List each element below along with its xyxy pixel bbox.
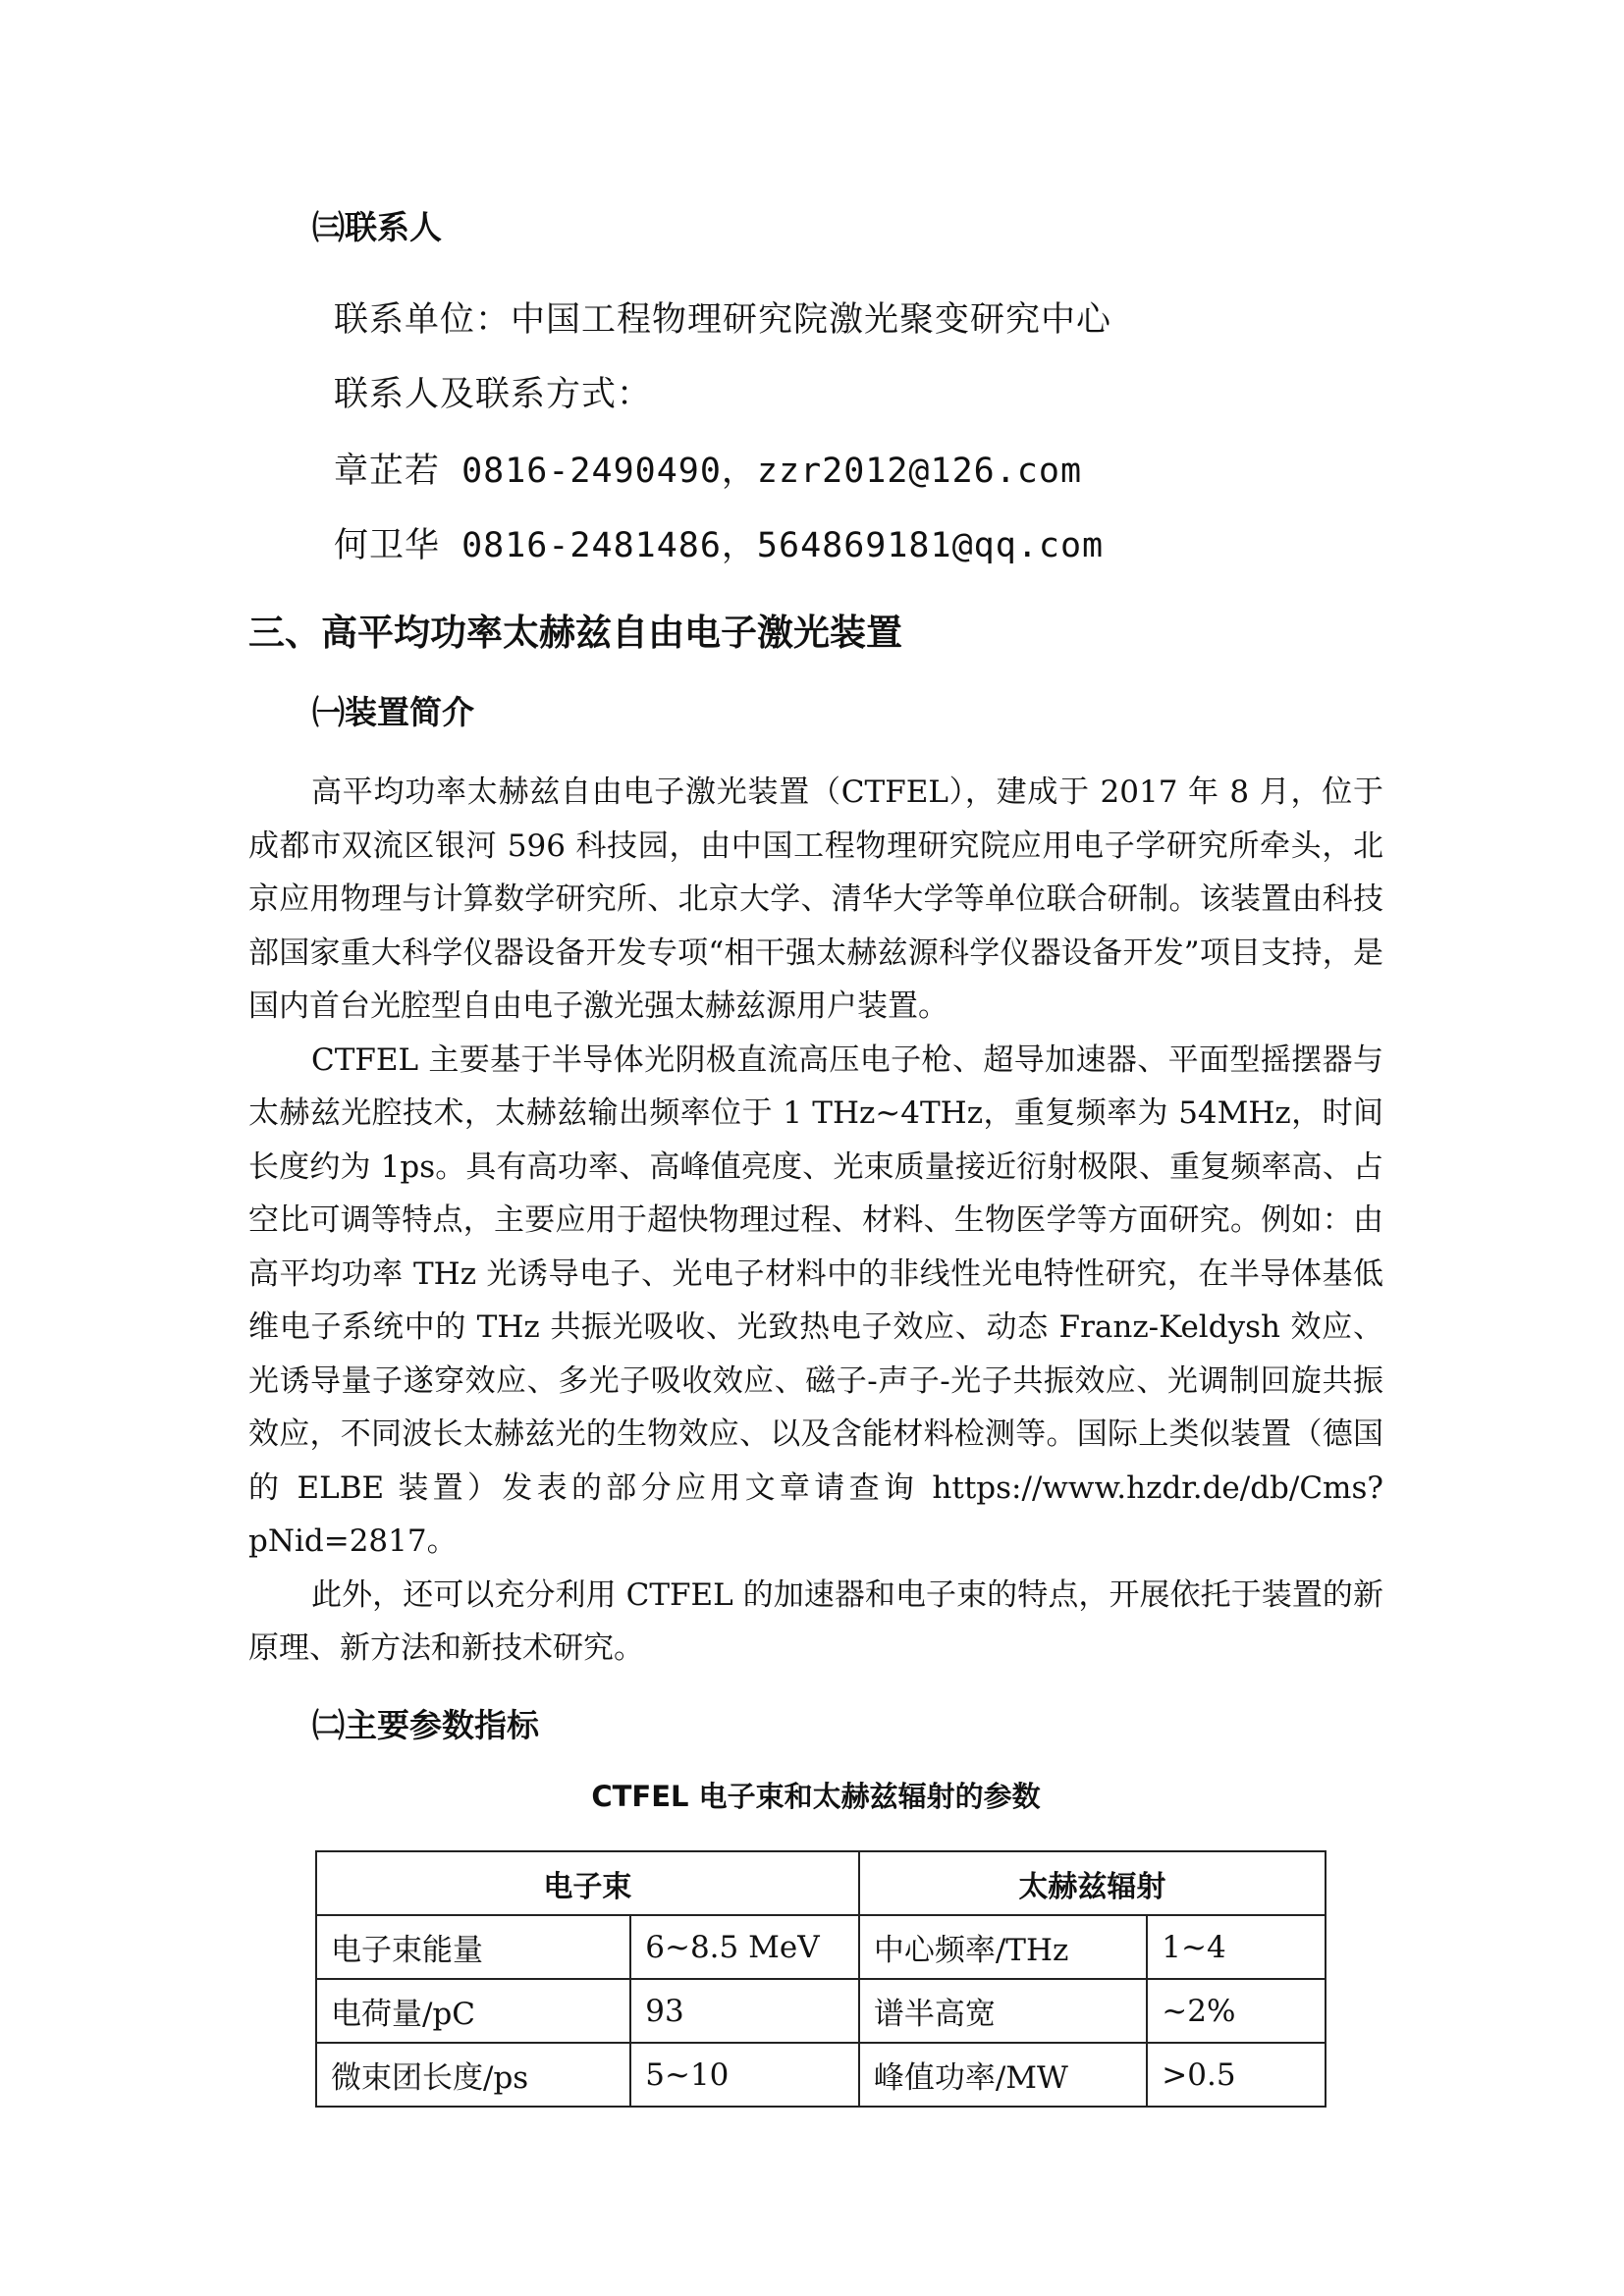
intro-paragraph-3: 此外，还可以充分利用 CTFEL 的加速器和电子束的特点，开展依托于装置的新原理、新方法和新技术研究。	[248, 1576, 1383, 1666]
table-cell: 93	[630, 1979, 859, 2043]
table-cell: 谱半高宽	[859, 1979, 1147, 2043]
table-title: CTFEL 电子束和太赫兹辐射的参数	[591, 1780, 1041, 1813]
table-cell: 电荷量/pC	[316, 1979, 630, 2043]
table-row	[316, 2043, 1326, 2107]
table-cell: 电子束能量	[316, 1915, 630, 1979]
contact-unit: 联系单位：中国工程物理研究院激光聚变研究中心	[334, 300, 1112, 340]
table-row	[316, 1915, 1326, 1979]
params-heading: ㈡主要参数指标	[312, 1706, 539, 1744]
table-cell: 微束团长度/ps	[316, 2043, 630, 2107]
section-title: 三、高平均功率太赫兹自由电子激光装置	[248, 612, 902, 654]
table-cell: 1~4	[1147, 1915, 1326, 1979]
intro-paragraph-1: 高平均功率太赫兹自由电子激光装置（CTFEL），建成于 2017 年 8 月，位于成都市双流区银河 596 科技园，由中国工程物理研究院应用电子学研究所牵头，北京应用物理与计算数学研究所、北京大学、清华大学等单位联合研制。该装置由科技部国家重大科学仪器设备开发专项“相干强太赫兹源科学仪器设备开发”项目支持，是国内首台光腔型自由电子激光强太赫兹源用户装置。	[248, 774, 1383, 1024]
header-terahertz-radiation: 太赫兹辐射	[859, 1851, 1326, 1915]
intro-heading: ㈠装置简介	[312, 693, 474, 731]
contact-method-label: 联系人及联系方式：	[334, 375, 653, 414]
params-table	[315, 1850, 1326, 2108]
contact-heading: ㈢联系人	[312, 208, 442, 246]
contact-person-1: 章芷若 0816-2490490，zzr2012@126.com	[334, 452, 1083, 491]
table-cell: >0.5	[1147, 2043, 1326, 2107]
table-cell: 5~10	[630, 2043, 859, 2107]
header-electron-beam: 电子束	[316, 1851, 859, 1915]
intro-body	[248, 766, 1383, 1676]
table-header-row	[316, 1851, 1326, 1915]
table-cell: 峰值功率/MW	[859, 2043, 1147, 2107]
contact-person-2: 何卫华 0816-2481486，564869181@qq.com	[334, 526, 1105, 565]
table-cell: 中心频率/THz	[859, 1915, 1147, 1979]
table-cell: 6~8.5 MeV	[630, 1915, 859, 1979]
table-cell: ~2%	[1147, 1979, 1326, 2043]
intro-paragraph-2: CTFEL 主要基于半导体光阴极直流高压电子枪、超导加速器、平面型摇摆器与太赫兹光腔技术，太赫兹输出频率位于 1 THz~4THz，重复频率为 54MHz，时间长度约为 1ps。具有高功率、高峰值亮度、光束质量接近衍射极限、重复频率高、占空比可调等特点，主要应用于超快物理过程、材料、生物医学等方面研究。例如：由高平均功率 THz 光诱导电子、光电子材料中的非线性光电特性研究，在半导体基低维电子系统中的 THz 共振光吸收、光致热电子效应、动态 Franz-Keldysh 效应、光诱导量子遂穿效应、多光子吸收效应、磁子-声子-光子共振效应、光调制回旋共振效应，不同波长太赫兹光的生物效应、以及含能材料检测等。国际上类似装置（德国的 ELBE 装置）发表的部分应用文章请查询 https://www.hzdr.de/db/Cms?pNid=2817。	[248, 1041, 1383, 1559]
table-row	[316, 1979, 1326, 2043]
